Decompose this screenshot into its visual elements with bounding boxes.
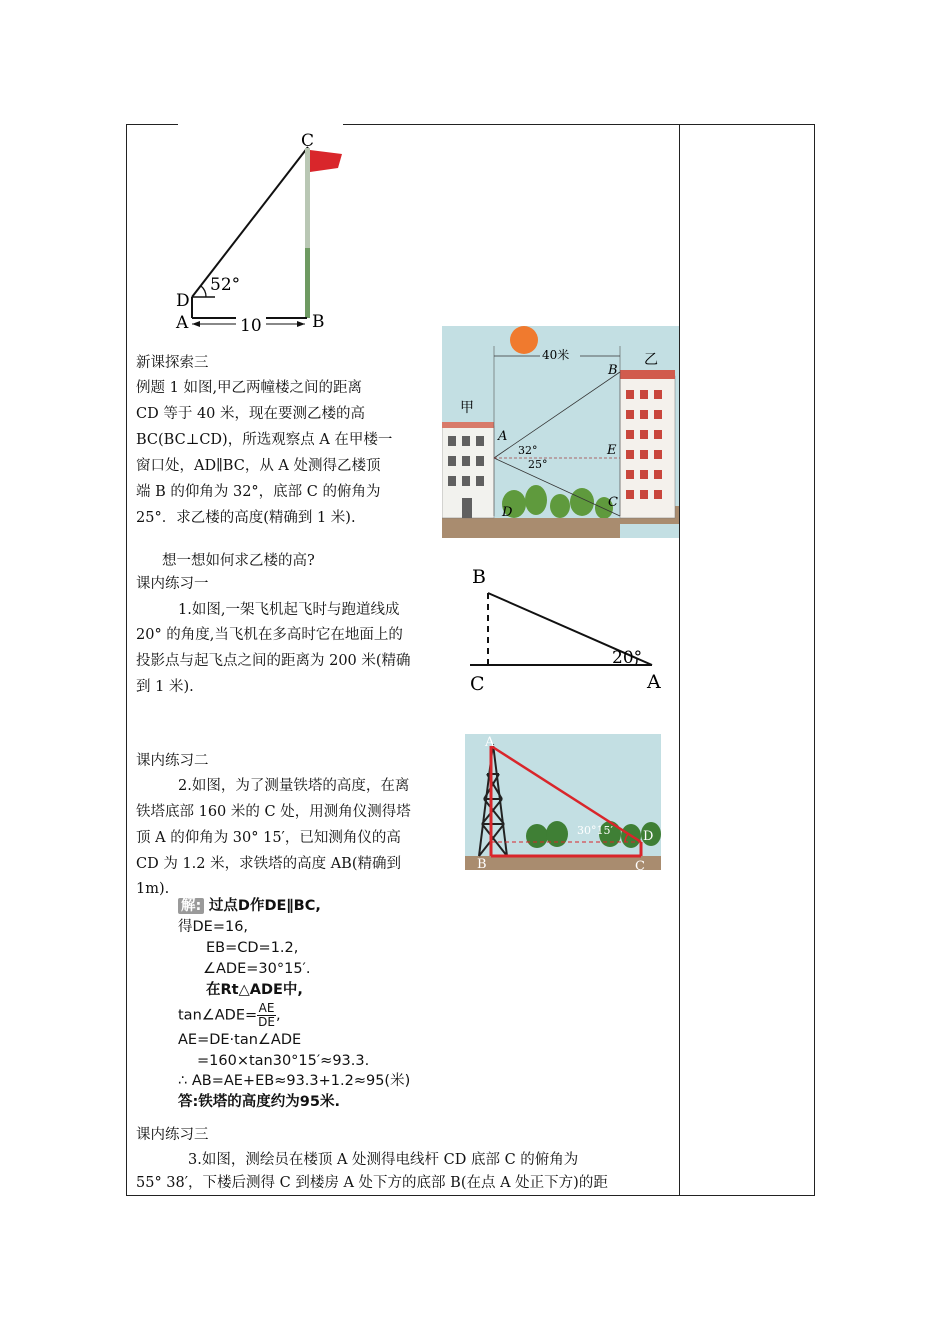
exercise2-line-3: 顶 A 的仰角为 30° 15′，已知测角仪的高 [136, 830, 401, 846]
angle-label: 30°15′ [577, 824, 613, 837]
tan-prefix: tan∠ADE= [178, 1007, 258, 1024]
label-a: A [485, 735, 495, 750]
exercise1-heading: 课内练习一 [136, 576, 209, 592]
building-jia-roof [442, 422, 494, 428]
dimension-arrow-right [297, 321, 305, 327]
solution-line-1 [178, 896, 321, 918]
dimension-arrow-left [192, 321, 200, 327]
fraction-numerator: AE [258, 1001, 275, 1015]
exercise2-line-1: 2.如图，为了测量铁塔的高度，在离 [178, 778, 410, 794]
tower-figure [465, 734, 661, 870]
label-c: C [635, 859, 645, 870]
angle-label: 20° [612, 648, 643, 668]
takeoff-triangle-figure [462, 565, 672, 695]
flag [310, 150, 342, 172]
solution-text-1: 过点D作DE∥BC, [208, 898, 321, 914]
flagpole-figure [170, 128, 350, 343]
table-top-gap [178, 122, 343, 127]
label-c: C [301, 131, 315, 151]
solution-line-3: EB=CD=1.2, [206, 940, 299, 956]
exercise1-line-2: 20° 的角度,当飞机在多高时它在地面上的 [136, 627, 403, 643]
solution-line-8: =160×tan30°15′≈93.3. [197, 1053, 370, 1069]
section-heading-3: 新课探索三 [136, 355, 209, 371]
ground [442, 518, 620, 538]
exercise1-line-1: 1.如图,一架飞机起飞时与跑道线成 [178, 602, 400, 618]
label-a: A [647, 671, 661, 693]
label-c: C [470, 673, 485, 695]
example-line-1: 例题 1 如图,甲乙两幢楼之间的距离 [136, 380, 363, 396]
label-b: B [472, 566, 486, 588]
angle-label: 52° [210, 275, 241, 295]
table-column-divider [679, 124, 680, 1196]
label-e: E [607, 443, 617, 458]
fraction [257, 1002, 276, 1029]
label-a: A [498, 429, 508, 444]
example-line-6: 25°．求乙楼的高度(精确到 1 米). [136, 510, 356, 526]
building-yi-roof [620, 370, 675, 379]
tan-suffix: , [275, 1007, 281, 1024]
solution-tag: 解: [178, 898, 204, 914]
exercise3-line-2: 55° 38′，下楼后测得 C 到楼房 A 处下方的底部 B(在点 A 处正下方)的距 [136, 1175, 608, 1191]
exercise2-line-5: 1m). [136, 881, 170, 897]
label-d: D [176, 291, 190, 311]
solution-line-6 [178, 1002, 281, 1029]
label-c: C [608, 495, 618, 510]
think-question: 想一想如何求乙楼的高? [162, 553, 315, 569]
exercise1-line-3: 投影点与起飞点之间的距离为 200 米(精确 [136, 653, 411, 669]
exercise1-line-4: 到 1 米). [136, 679, 194, 695]
label-jia: 甲 [460, 400, 474, 416]
label-d: D [502, 505, 513, 520]
sun-icon [510, 326, 538, 354]
fraction-denominator: DE [258, 1015, 275, 1029]
exercise3-line-1: 3.如图，测绘员在楼顶 A 处测得电线杆 CD 底部 C 的俯角为 [188, 1152, 579, 1168]
angle-25: 25° [528, 458, 548, 471]
example-line-5: 端 B 的仰角为 32°，底部 C 的俯角为 [136, 484, 381, 500]
solution-line-5: 在Rt△ADE中, [206, 982, 303, 998]
label-d: D [643, 829, 654, 844]
label-b: B [477, 857, 487, 870]
exercise2-line-2: 铁塔底部 160 米的 C 处，用测角仪测得塔 [136, 804, 411, 820]
label-a: A [176, 313, 189, 333]
label-yi: 乙 [644, 352, 658, 368]
angle-arc [201, 286, 206, 297]
solution-line-10: 答:铁塔的高度约为95米. [178, 1094, 340, 1110]
label-b: B [312, 312, 325, 332]
angle-32: 32° [518, 444, 538, 457]
distance-label: 40米 [542, 348, 570, 362]
solution-line-2: 得DE=16, [178, 919, 249, 935]
example-line-2: CD 等于 40 米，现在要测乙楼的高 [136, 406, 365, 422]
exercise2-line-4: CD 为 1.2 米，求铁塔的高度 AB(精确到 [136, 856, 401, 872]
solution-line-7: AE=DE·tan∠ADE [178, 1032, 302, 1048]
flagpole-lower [305, 248, 310, 318]
exercise2-heading: 课内练习二 [136, 753, 209, 769]
length-label: 10 [240, 316, 262, 336]
label-b: B [608, 363, 618, 378]
example-line-3: BC(BC⊥CD)，所选观察点 A 在甲楼一 [136, 432, 393, 448]
ground [465, 856, 661, 870]
buildings-figure [442, 326, 679, 538]
example-line-4: 窗口处，AD∥BC，从 A 处测得乙楼顶 [136, 458, 381, 474]
solution-line-4: ∠ADE=30°15′. [203, 961, 311, 977]
solution-line-9: ∴ AB=AE+EB≈93.3+1.2≈95(米) [178, 1073, 411, 1089]
exercise3-heading: 课内练习三 [136, 1127, 209, 1143]
